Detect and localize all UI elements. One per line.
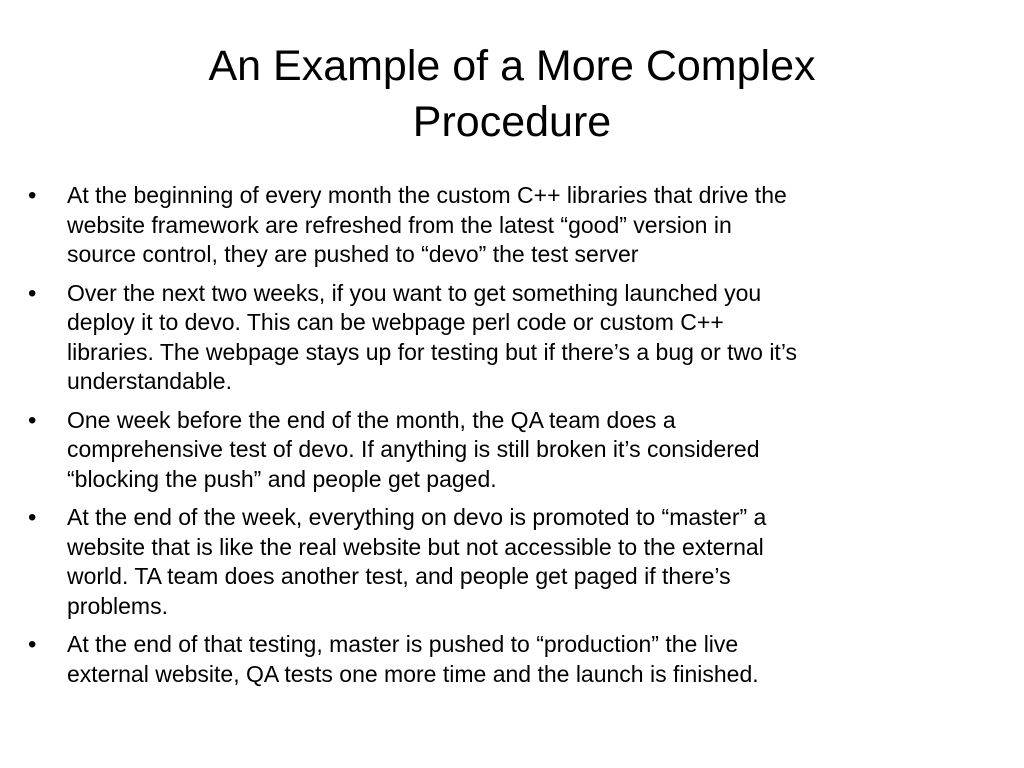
- bullet-marker: •: [28, 406, 37, 434]
- bullet-item: [28, 503, 994, 621]
- bullet-line: source control, they are pushed to “devo” the test server: [67, 241, 639, 267]
- bullet-text: [67, 630, 994, 689]
- bullet-line: At the end of the week, everything on devo is promoted to “master” a: [67, 504, 767, 530]
- bullet-line: At the beginning of every month the custom C++ libraries that drive the: [67, 182, 787, 208]
- bullet-line: comprehensive test of devo. If anything is still broken it’s considered: [67, 436, 760, 462]
- bullet-line: website framework are refreshed from the latest “good” version in: [67, 211, 732, 238]
- bullet-line: understandable.: [67, 368, 232, 394]
- bullet-line: website that is like the real website but not accessible to the external: [67, 533, 764, 560]
- bullet-item: [28, 630, 994, 689]
- bullet-line: One week before the end of the month, the QA team does a: [67, 406, 676, 433]
- bullet-line: world. TA team does another test, and people get paged if there’s: [67, 563, 731, 589]
- bullet-item: [28, 406, 994, 495]
- bullet-line: “blocking the push” and people get paged.: [67, 465, 497, 492]
- bullet-line: Over the next two weeks, if you want to get something launched you: [67, 279, 762, 306]
- bullet-line: problems.: [67, 592, 168, 619]
- bullet-line: external website, QA tests one more time and the launch is finished.: [67, 660, 759, 687]
- bullet-list: [28, 181, 994, 689]
- bullet-line: At the end of that testing, master is pushed to “production” the live: [67, 631, 739, 657]
- bullet-line: libraries. The webpage stays up for testing but if there’s a bug or two it’s: [67, 338, 798, 365]
- slide-title-line: An Example of a More Complex: [208, 42, 816, 90]
- bullet-line: deploy it to devo. This can be webpage perl code or custom C++: [67, 309, 724, 335]
- bullet-marker: •: [28, 182, 37, 209]
- bullet-item: [28, 181, 994, 270]
- bullet-marker: •: [28, 279, 37, 307]
- bullet-text: [67, 406, 994, 495]
- bullet-text: [67, 279, 994, 397]
- bullet-text: [67, 181, 994, 270]
- bullet-item: [28, 279, 994, 397]
- bullet-marker: •: [28, 631, 37, 658]
- bullet-text: [67, 503, 994, 621]
- slide-title: [60, 38, 964, 150]
- bullet-marker: •: [28, 504, 37, 531]
- slide-title-line: Procedure: [412, 98, 612, 146]
